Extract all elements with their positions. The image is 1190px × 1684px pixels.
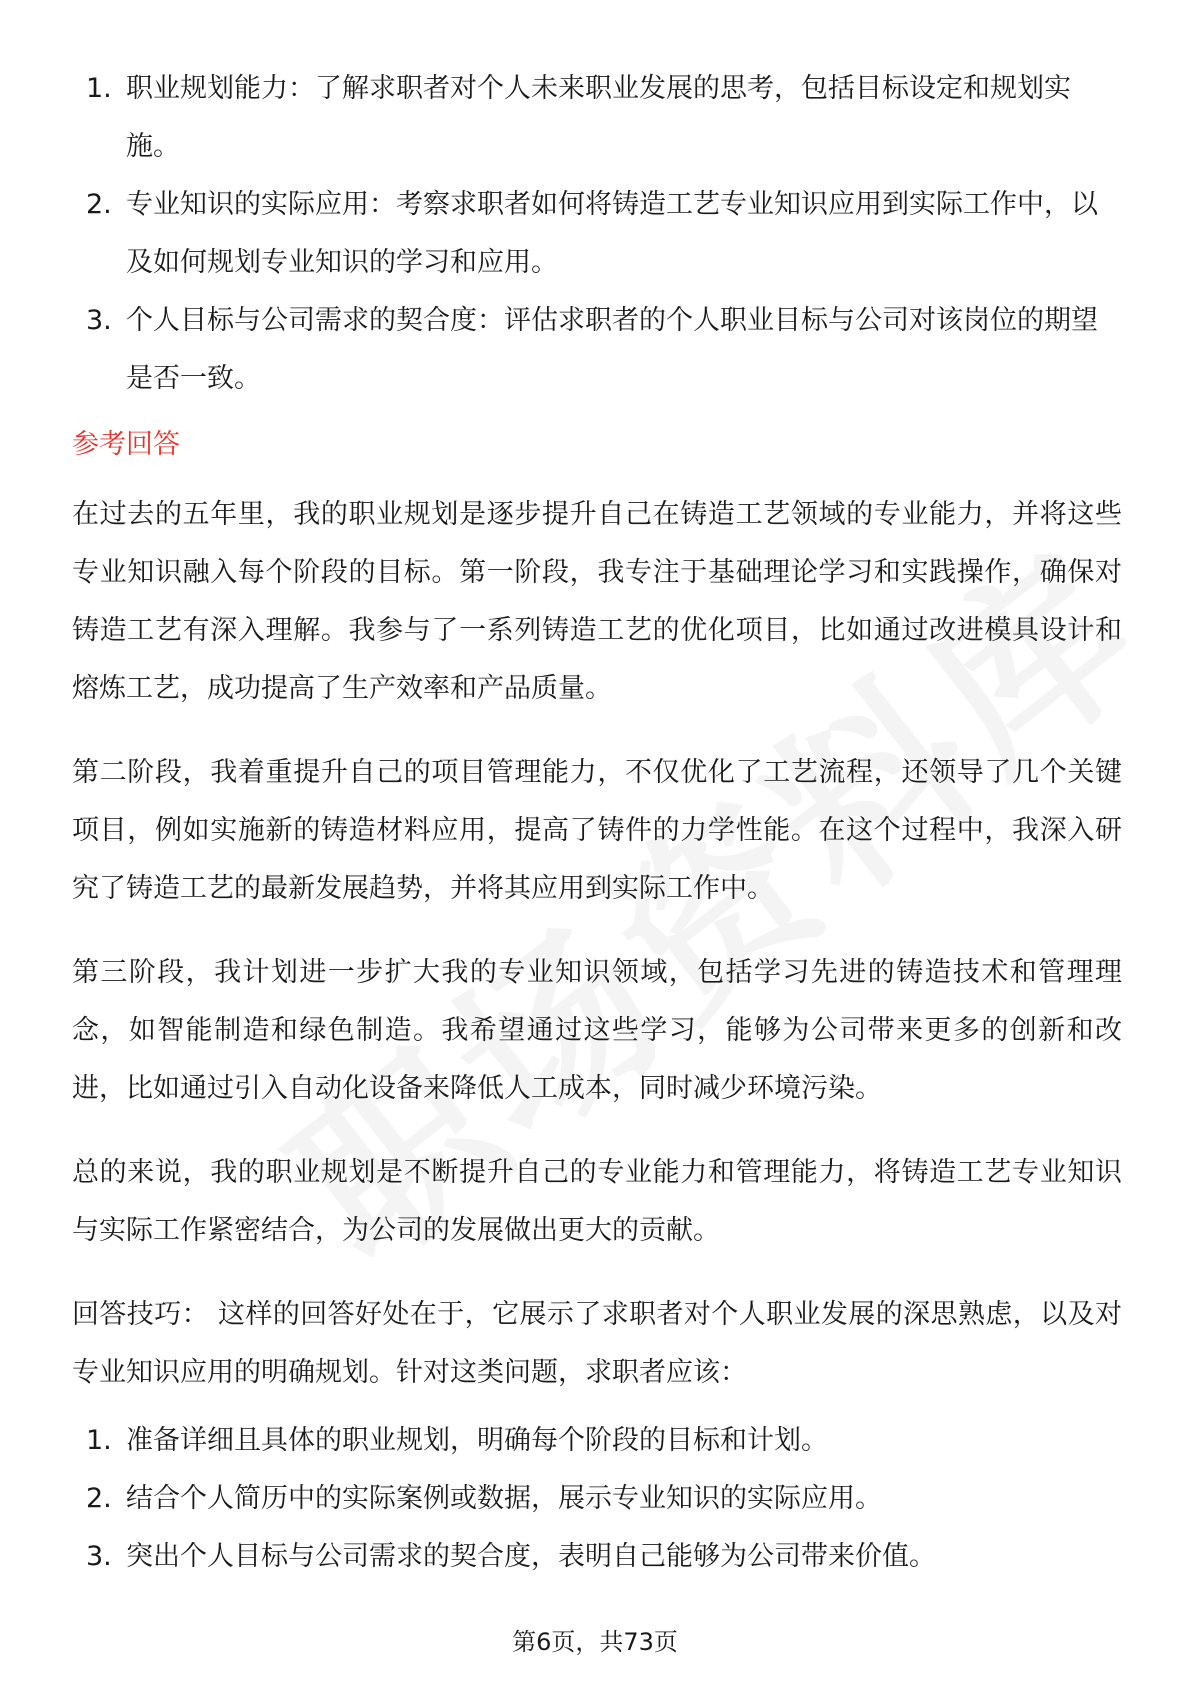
tips-list (72, 1412, 1122, 1586)
answer-paragraph: 第二阶段，我着重提升自己的项目管理能力，不仅优化了工艺流程，还领导了几个关键项目，例如实施新的铸造材料应用，提高了铸件的力学性能。在这个过程中，我深入研究了铸造工艺的最新发展趋势，并将其应用到实际工作中。 (72, 757, 1122, 904)
list-item-text: 准备详细且具体的职业规划，明确每个阶段的目标和计划。 (126, 1425, 828, 1456)
criteria-list (72, 60, 1122, 408)
section-heading: 参考回答 (72, 429, 180, 460)
list-item (72, 292, 1122, 408)
list-number: 3. (86, 1541, 112, 1572)
answer-paragraph: 在过去的五年里，我的职业规划是逐步提升自己在铸造工艺领域的专业能力，并将这些专业知识融入每个阶段的目标。第一阶段，我专注于基础理论学习和实践操作，确保对铸造工艺有深入理解。我参与了一系列铸造工艺的优化项目，比如通过改进模具设计和熔炼工艺，成功提高了生产效率和产品质量。 (72, 499, 1122, 704)
list-item-text: 专业知识的实际应用：考察求职者如何将铸造工艺专业知识应用到实际工作中，以及如何规划专业知识的学习和应用。 (126, 189, 1098, 278)
list-item (72, 176, 1122, 292)
page-content (72, 60, 1122, 1586)
list-number: 2. (86, 189, 112, 220)
list-item-text: 结合个人简历中的实际案例或数据，展示专业知识的实际应用。 (126, 1483, 882, 1514)
list-item-text: 个人目标与公司需求的契合度：评估求职者的个人职业目标与公司对该岗位的期望是否一致。 (126, 305, 1098, 394)
list-item (72, 1470, 1122, 1528)
answer-paragraph: 第三阶段，我计划进一步扩大我的专业知识领域，包括学习先进的铸造技术和管理理念，如智能制造和绿色制造。我希望通过这些学习，能够为公司带来更多的创新和改进，比如通过引入自动化设备来降低人工成本，同时减少环境污染。 (72, 957, 1122, 1104)
list-number: 1. (86, 1425, 112, 1456)
page-footer: 第6页，共73页 (512, 1628, 678, 1656)
list-number: 1. (86, 73, 112, 104)
answer-paragraph: 总的来说，我的职业规划是不断提升自己的专业能力和管理能力，将铸造工艺专业知识与实际工作紧密结合，为公司的发展做出更大的贡献。 (72, 1157, 1122, 1246)
list-number: 2. (86, 1483, 112, 1514)
list-item (72, 1528, 1122, 1586)
list-item (72, 1412, 1122, 1470)
list-item-text: 突出个人目标与公司需求的契合度，表明自己能够为公司带来价值。 (126, 1541, 936, 1572)
list-item (72, 60, 1122, 176)
list-number: 3. (86, 305, 112, 336)
list-item-text: 职业规划能力：了解求职者对个人未来职业发展的思考，包括目标设定和规划实施。 (126, 73, 1071, 162)
tips-intro-paragraph: 回答技巧： 这样的回答好处在于，它展示了求职者对个人职业发展的深思熟虑，以及对专业知识应用的明确规划。针对这类问题，求职者应该： (72, 1299, 1122, 1388)
